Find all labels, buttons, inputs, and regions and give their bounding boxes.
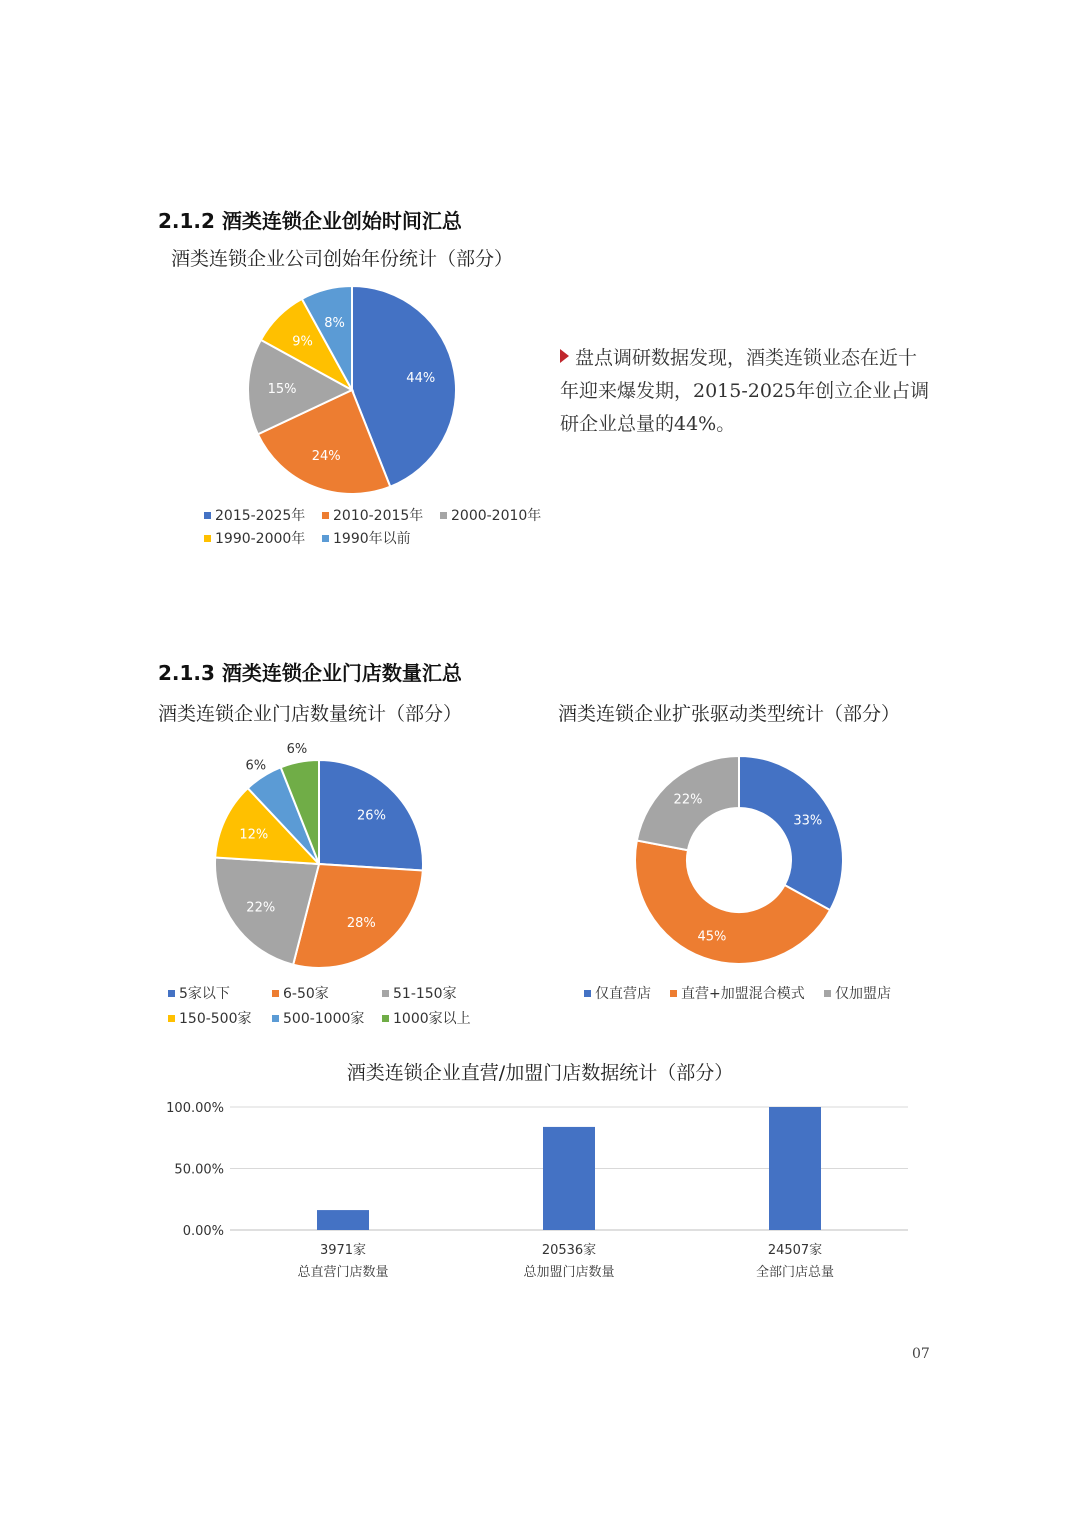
legend-swatch-gray [824, 990, 831, 997]
legend-swatch-blue [168, 990, 175, 997]
legend-item [204, 528, 322, 548]
slice-label: 6% [286, 742, 308, 758]
x-tick-name-label: 总加盟门店数量 [523, 1265, 615, 1280]
x-tick-name-label: 总直营门店数量 [297, 1265, 389, 1280]
legend-item [824, 983, 891, 1003]
legend-label: 仅加盟店 [835, 986, 891, 1002]
legend-item [382, 983, 457, 1003]
legend-label: 2015-2025年 [215, 508, 306, 524]
legend-founding-row1 [204, 505, 541, 525]
chart-title-store-count: 酒类连锁企业门店数量统计（部分） [158, 703, 463, 725]
legend-label: 2000-2010年 [451, 508, 542, 524]
legend-label: 1990-2000年 [215, 531, 306, 547]
legend-item [440, 505, 541, 525]
legend-swatch-yellow [204, 535, 211, 542]
legend-label: 直营+加盟混合模式 [681, 986, 805, 1002]
legend-item [322, 528, 411, 548]
legend-label: 150-500家 [179, 1011, 252, 1027]
y-tick-label: 100.00% [166, 1101, 224, 1116]
slice-label: 45% [697, 929, 727, 945]
y-tick-label: 0.00% [182, 1224, 224, 1239]
legend-item [168, 983, 272, 1003]
legend-store-row1 [168, 983, 457, 1003]
chart-title-direct-franchise: 酒类连锁企业直营/加盟门店数据统计（部分） [346, 1062, 734, 1084]
legend-label: 51-150家 [393, 986, 457, 1002]
legend-item [322, 505, 440, 525]
legend-label: 2010-2015年 [333, 508, 424, 524]
legend-swatch-lightblue [272, 1015, 279, 1022]
slice-label: 44% [406, 370, 436, 386]
legend-item [168, 1008, 272, 1028]
legend-item [584, 983, 670, 1003]
slice-label: 6% [245, 758, 267, 774]
section-heading-founding: 2.1.2 酒类连锁企业创始时间汇总 [158, 209, 462, 233]
bar-direct-franchise [150, 1090, 930, 1290]
y-tick-label: 50.00% [174, 1162, 224, 1178]
slice-label: 9% [292, 334, 313, 350]
slice-label: 33% [793, 813, 823, 829]
slice-label: 15% [267, 381, 297, 397]
legend-store-row2 [168, 1008, 471, 1028]
legend-swatch-orange [272, 990, 279, 997]
donut-expansion-type [620, 742, 860, 977]
chart-title-expansion: 酒类连锁企业扩张驱动类型统计（部分） [558, 703, 901, 725]
pie-store-count [200, 738, 440, 978]
pie-founding-year [240, 278, 470, 503]
legend-swatch-orange [322, 512, 329, 519]
x-tick-value-label: 3971家 [319, 1243, 367, 1258]
legend-label: 5家以下 [179, 986, 230, 1002]
legend-label: 500-1000家 [283, 1011, 365, 1027]
legend-item [272, 983, 382, 1003]
bar [543, 1127, 595, 1230]
finding-note [560, 342, 930, 441]
legend-swatch-orange [670, 990, 677, 997]
legend-swatch-yellow [168, 1015, 175, 1022]
legend-swatch-green [382, 1015, 389, 1022]
legend-item [670, 983, 824, 1003]
legend-label: 1000家以上 [393, 1011, 471, 1027]
slice-label: 28% [346, 916, 376, 932]
legend-item [272, 1008, 382, 1028]
pie-slice [739, 756, 843, 910]
legend-swatch-gray [440, 512, 447, 519]
slice-label: 22% [673, 792, 703, 808]
page-number: 07 [912, 1346, 930, 1362]
slice-label: 26% [357, 808, 386, 824]
legend-label: 1990年以前 [333, 531, 411, 547]
legend-swatch-gray [382, 990, 389, 997]
bar [769, 1107, 821, 1230]
x-tick-value-label: 20536家 [541, 1243, 597, 1258]
legend-swatch-blue [204, 512, 211, 519]
legend-item [204, 505, 322, 525]
slice-label: 24% [311, 449, 341, 465]
chart-title-founding: 酒类连锁企业公司创始年份统计（部分） [171, 248, 514, 270]
bar [317, 1210, 369, 1230]
x-tick-name-label: 全部门店总量 [755, 1265, 835, 1280]
legend-label: 仅直营店 [595, 986, 651, 1002]
legend-label: 6-50家 [283, 986, 329, 1002]
legend-swatch-blue [584, 990, 591, 997]
slice-label: 8% [324, 316, 345, 332]
legend-founding-row2 [204, 528, 411, 548]
slice-label: 22% [246, 900, 276, 916]
triangle-bullet-icon [560, 349, 569, 363]
slice-label: 12% [239, 827, 269, 843]
legend-swatch-lightblue [322, 535, 329, 542]
legend-item [382, 1008, 471, 1028]
x-tick-value-label: 24507家 [767, 1243, 823, 1258]
legend-expansion [584, 983, 891, 1003]
finding-note-text: 盘点调研数据发现，酒类连锁业态在近十年迎来爆发期，2015-2025年创立企业占调研企业总量的44%。 [560, 347, 930, 435]
section-heading-stores: 2.1.3 酒类连锁企业门店数量汇总 [158, 661, 462, 685]
